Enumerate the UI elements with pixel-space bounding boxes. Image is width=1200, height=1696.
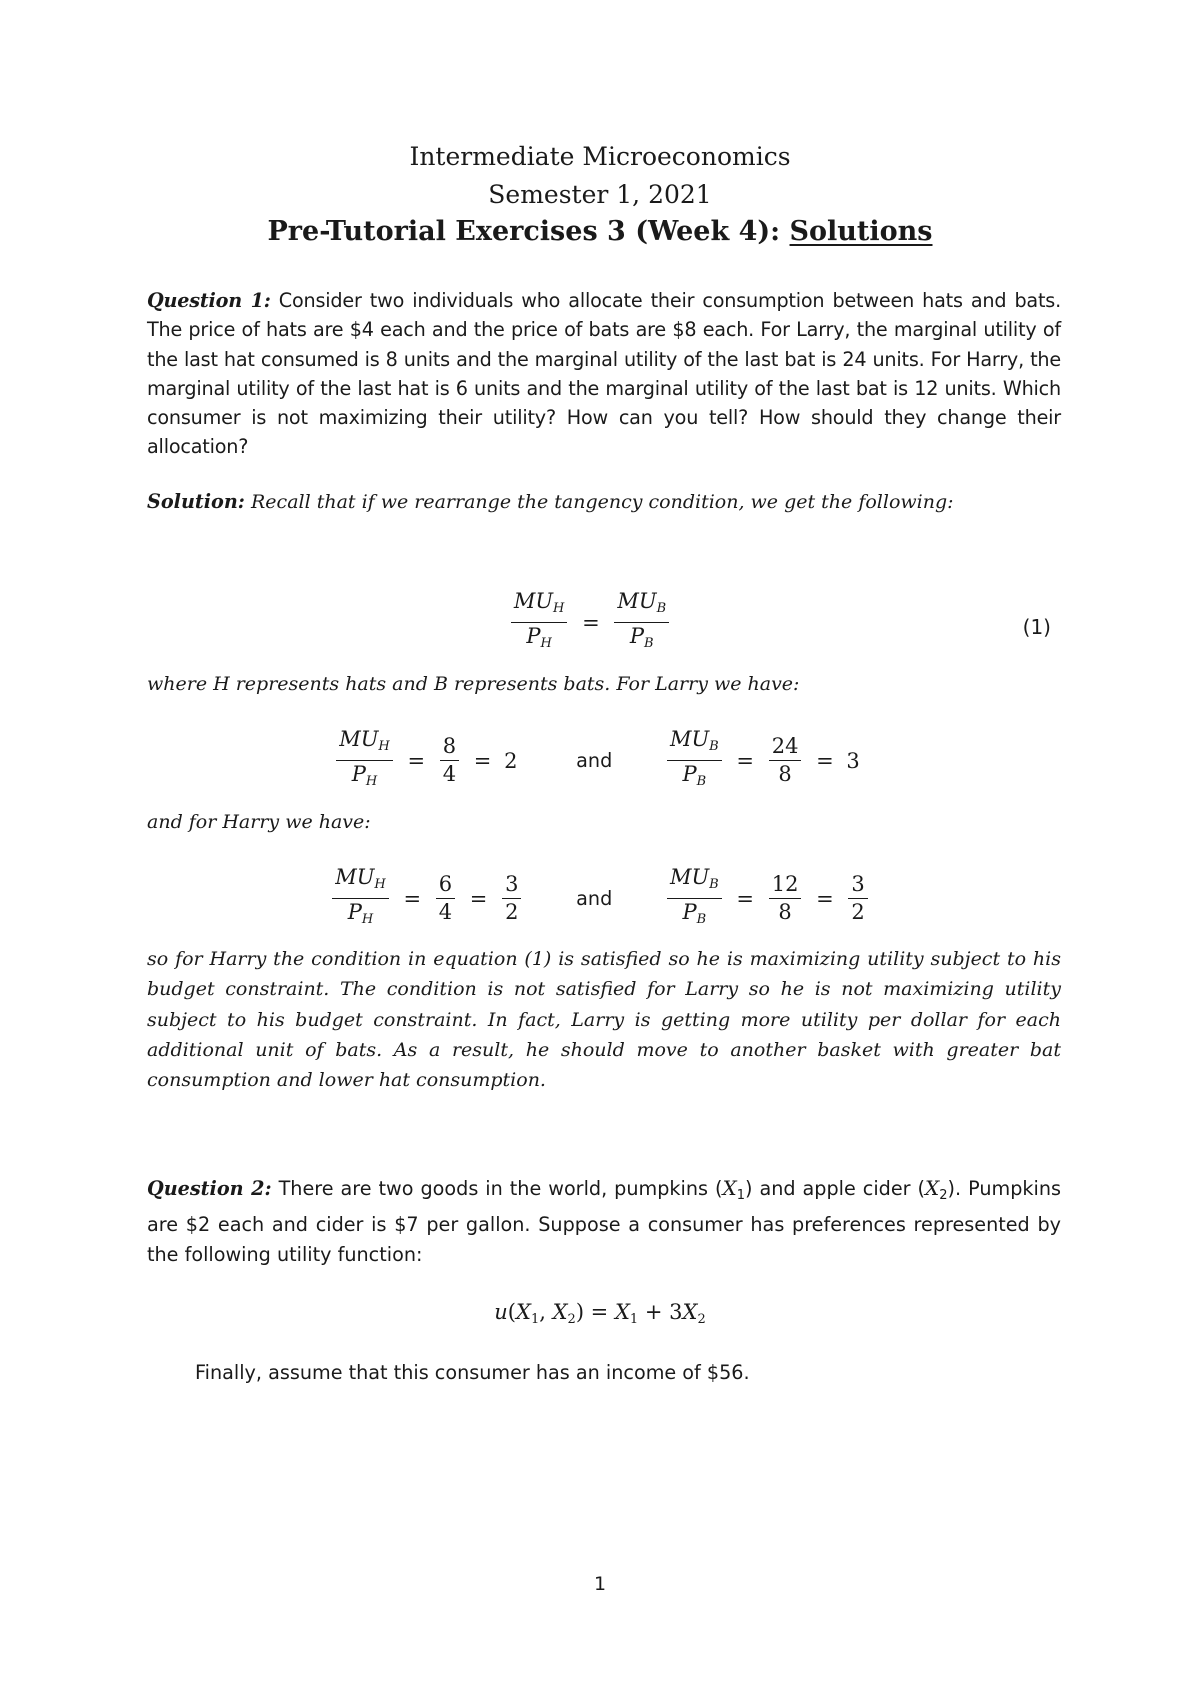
mu-symbol: MU	[513, 589, 554, 613]
harry-intro-text: and for Harry we have:	[147, 811, 371, 833]
harry-b-result-denominator: 2	[851, 900, 865, 924]
p-symbol: P	[347, 900, 362, 924]
harry-b-result-numerator: 3	[848, 871, 867, 899]
income-statement-text: Finally, assume that this consumer has an income of $56.	[195, 1361, 750, 1384]
harry-h-denominator: 4	[438, 900, 453, 924]
harry-b-numerator: 12	[769, 871, 802, 899]
p-symbol: P	[682, 900, 697, 924]
x1-symbol: X	[614, 1300, 630, 1324]
p-symbol: P	[351, 762, 366, 786]
question-2-text-a: There are two goods in the world, pumpkins (	[278, 1177, 723, 1200]
equation-1	[0, 588, 1190, 657]
utility-coefficient: 3	[669, 1300, 683, 1324]
solution-label: Solution:	[147, 490, 245, 513]
harry-h-result	[502, 871, 521, 926]
fraction-mub-pb	[614, 588, 669, 657]
mu-symbol: MU	[669, 865, 710, 889]
x1-symbol: X	[722, 1176, 737, 1200]
and-word: and	[576, 749, 613, 772]
harry-b-values	[769, 871, 802, 926]
h-subscript: H	[361, 912, 374, 927]
larry-fraction-h	[336, 726, 393, 795]
h-subscript: H	[378, 739, 390, 754]
harry-equations: $\frac{MU_H}{P_H}$ = $\frac{6}{4}$ = $\frac{3}{2}$ and $\frac{MU_B}{P_B}$ = $\frac{12}{8}$ = $\frac{3}{2}$	[0, 864, 1200, 933]
x2-subscript: 2	[939, 1188, 948, 1203]
x1-subscript: 1	[629, 1312, 639, 1327]
x1-subscript: 1	[530, 1312, 540, 1327]
harry-fraction-b	[667, 864, 722, 933]
larry-equations: $\frac{MU_H}{P_H}$ = $\frac{8}{4}$ = 2 and $\frac{MU_B}{P_B}$ = $\frac{24}{8}$ = 3	[0, 726, 1200, 795]
b-subscript: B	[644, 636, 654, 651]
x1-symbol: X	[515, 1300, 531, 1324]
page-number: 1	[593, 1573, 607, 1595]
harry-intro	[147, 807, 1061, 837]
harry-h-values	[436, 871, 455, 926]
h-subscript: H	[553, 601, 565, 616]
b-subscript: B	[709, 877, 719, 892]
b-subscript: B	[709, 739, 719, 754]
larry-b-result: 3	[846, 748, 860, 773]
b-subscript: B	[656, 601, 667, 616]
x2-symbol: X	[552, 1300, 568, 1324]
mu-symbol: MU	[335, 865, 375, 889]
harry-b-result	[848, 871, 867, 926]
harry-h-result-numerator: 3	[502, 871, 521, 899]
h-subscript: H	[365, 774, 378, 789]
title-main: Pre-Tutorial Exercises 3 (Week 4):	[267, 216, 781, 247]
larry-b-values	[769, 733, 802, 788]
harry-h-numerator: 6	[436, 871, 455, 899]
p-symbol: P	[526, 624, 541, 648]
question-2-label: Question 2:	[147, 1177, 272, 1200]
x2-symbol: X	[682, 1300, 698, 1324]
question-2	[147, 1174, 1061, 1269]
larry-h-values	[440, 733, 459, 788]
question-1-text: Consider two individuals who allocate their consumption between hats and bats. The price of hats are $4 each and the price of bats are $8 each. For Larry, the marginal utility of the last hat consumed is 8 units and the marginal utility of the last bat is 24 units. For Harry, the marginal utility of the last hat is 6 units and the marginal utility of the last bat is 12 units. Which consumer is not maximizing their utility? How can you tell? How should they change their allocation?	[147, 289, 1061, 459]
larry-h-denominator: 4	[442, 762, 457, 786]
conclusion-text: so for Harry the condition in equation (1) is satisfied so he is maximizing utility subject to his budget constraint. The condition is not satisfied for Larry so he is not maximizing utility subject to his budget constraint. In fact, Larry is getting more utility per dollar for each additional unit of bats. As a result, he should move to another basket with greater bat consumption and lower hat consumption.	[147, 948, 1061, 1092]
x1-subscript: 1	[736, 1188, 745, 1203]
and-word: and	[576, 887, 613, 910]
page-title	[0, 216, 1200, 247]
x2-subscript: 2	[697, 1312, 706, 1327]
where-text-content: where H represents hats and B represents bats. For Larry we have:	[147, 673, 800, 695]
harry-h-result-denominator: 2	[505, 900, 519, 924]
title-solutions: Solutions	[789, 216, 933, 247]
semester-label: Semester 1, 2021	[488, 180, 712, 209]
course-title: Intermediate Microeconomics	[409, 142, 791, 171]
mu-symbol: MU	[339, 727, 379, 751]
larry-b-numerator: 24	[769, 733, 802, 761]
larry-h-result: 2	[504, 748, 518, 773]
equals-sign: =	[582, 610, 600, 635]
utility-u: u	[494, 1300, 508, 1324]
p-symbol: P	[682, 762, 697, 786]
p-symbol: P	[629, 624, 645, 648]
question-1-label: Question 1:	[147, 289, 271, 312]
h-subscript: H	[540, 636, 552, 651]
where-text	[147, 669, 1061, 699]
solution-intro-text: Recall that if we rearrange the tangency condition, we get the following:	[251, 491, 954, 513]
x2-symbol: X	[925, 1176, 940, 1200]
b-subscript: B	[696, 912, 707, 927]
h-subscript: H	[374, 877, 386, 892]
question-2-text-b: ) and apple cider (	[744, 1177, 926, 1200]
x2-subscript: 2	[567, 1312, 576, 1327]
mu-symbol: MU	[669, 727, 710, 751]
fraction-muh-ph	[511, 588, 568, 657]
mu-symbol: MU	[617, 589, 657, 613]
question-1	[147, 286, 1061, 462]
harry-fraction-h	[332, 864, 389, 933]
question-2-text-c: ). Pumpkins are $2 each and cider is $7 per gallon. Suppose a consumer has preferences represented by the following utility function:	[147, 1177, 1061, 1266]
solution-intro	[147, 487, 1061, 517]
larry-fraction-b	[667, 726, 722, 795]
larry-h-numerator: 8	[440, 733, 459, 761]
solution-conclusion	[147, 944, 1061, 1095]
b-subscript: B	[696, 774, 707, 789]
income-statement	[195, 1358, 1055, 1387]
utility-function: $u(X_1$, $X_2) = X_1 + 3X_2$	[494, 1300, 706, 1327]
harry-b-denominator: 8	[778, 900, 792, 924]
larry-b-denominator: 8	[778, 762, 792, 786]
equation-number: (1)	[1022, 615, 1051, 639]
